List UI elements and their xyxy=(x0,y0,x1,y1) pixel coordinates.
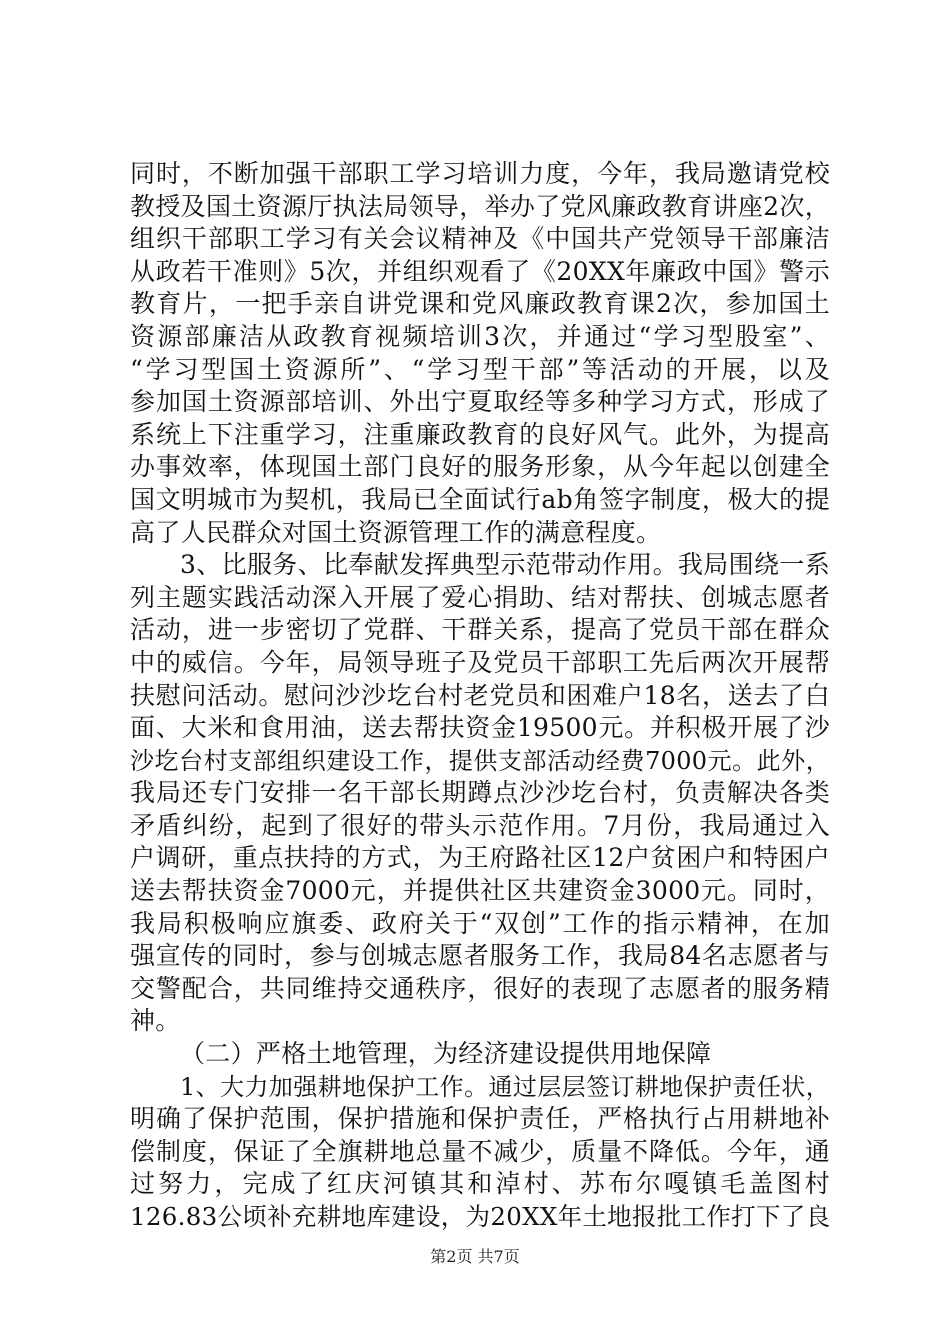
text-line: 126.83公顷补充耕地库建设，为20XX年土地报批工作打下了良 xyxy=(130,1202,831,1231)
text-line: 参加国土资源部培训、外出宁夏取经等多种学习方式，形成了 xyxy=(130,387,830,417)
text-line: 办事效率，体现国土部门良好的服务形象，从今年起以创建全 xyxy=(130,452,830,482)
text-line: “学习型国土资源所”、“学习型干部”等活动的开展，以及 xyxy=(130,354,830,384)
text-line: 系统上下注重学习，注重廉政教育的良好风气。此外，为提高 xyxy=(130,419,830,449)
text-line: 面、大米和食用油，送去帮扶资金19500元。并积极开展了沙 xyxy=(130,713,830,743)
text-line: 从政若干准则》5次，并组织观看了《20XX年廉政中国》警示 xyxy=(130,256,830,286)
text-line: 扶慰问活动。慰问沙沙圪台村老党员和困难户18名，送去了白 xyxy=(130,680,830,710)
text-line: 列主题实践活动深入开展了爱心捐助、结对帮扶、创城志愿者 xyxy=(130,582,830,612)
text-line: 矛盾纠纷，起到了很好的带头示范作用。7月份，我局通过入 xyxy=(130,810,830,840)
text-line: 神。 xyxy=(130,1006,181,1036)
text-line: 资源部廉洁从政教育视频培训3次，并通过“学习型股室”、 xyxy=(130,321,830,351)
text-line: 户调研，重点扶持的方式，为王府路社区12户贫困户和特困户 xyxy=(130,843,830,873)
text-line: （二）严格土地管理，为经济建设提供用地保障 xyxy=(180,1039,712,1069)
text-line: 明确了保护范围，保护措施和保护责任，严格执行占用耕地补 xyxy=(130,1104,830,1134)
text-line: 送去帮扶资金7000元，并提供社区共建资金3000元。同时， xyxy=(130,876,830,906)
text-line: 3、比服务、比奉献发挥典型示范带动作用。我局围绕一系 xyxy=(180,550,830,580)
text-line: 我局还专门安排一名干部长期蹲点沙沙圪台村，负责解决各类 xyxy=(130,778,830,808)
text-line: 国文明城市为契机，我局已全面试行ab角签字制度，极大的提 xyxy=(130,484,830,514)
document-body xyxy=(130,158,830,1234)
text-line: 中的威信。今年，局领导班子及党员干部职工先后两次开展帮 xyxy=(130,647,830,677)
text-line: 教授及国土资源厅执法局领导，举办了党风廉政教育讲座2次， xyxy=(130,191,830,221)
text-line: 交警配合，共同维持交通秩序，很好的表现了志愿者的服务精 xyxy=(130,973,830,1003)
text-line: 强宣传的同时，参与创城志愿者服务工作，我局84名志愿者与 xyxy=(130,941,830,971)
page-footer: 第2页 共7页 xyxy=(430,1247,520,1266)
text-line: 1、大力加强耕地保护工作。通过层层签订耕地保护责任状， xyxy=(180,1072,830,1101)
text-line: 同时，不断加强干部职工学习培训力度，今年，我局邀请党校 xyxy=(130,159,830,188)
text-line: 组织干部职工学习有关会议精神及《中国共产党领导干部廉洁 xyxy=(130,224,830,254)
text-line: 沙圪台村支部组织建设工作，提供支部活动经费7000元。此外， xyxy=(130,746,830,775)
text-line: 过努力，完成了红庆河镇其和淖村、苏布尔嘎镇毛盖图村 xyxy=(130,1169,830,1199)
text-line: 活动，进一步密切了党群、干群关系，提高了党员干部在群众 xyxy=(130,615,830,645)
text-line: 我局积极响应旗委、政府关于“双创”工作的指示精神，在加 xyxy=(130,908,830,938)
text-line: 教育片，一把手亲自讲党课和党风廉政教育课2次，参加国土 xyxy=(130,289,830,319)
text-line: 偿制度，保证了全旗耕地总量不减少，质量不降低。今年，通 xyxy=(130,1136,830,1166)
text-line: 高了人民群众对国土资源管理工作的满意程度。 xyxy=(130,517,662,547)
